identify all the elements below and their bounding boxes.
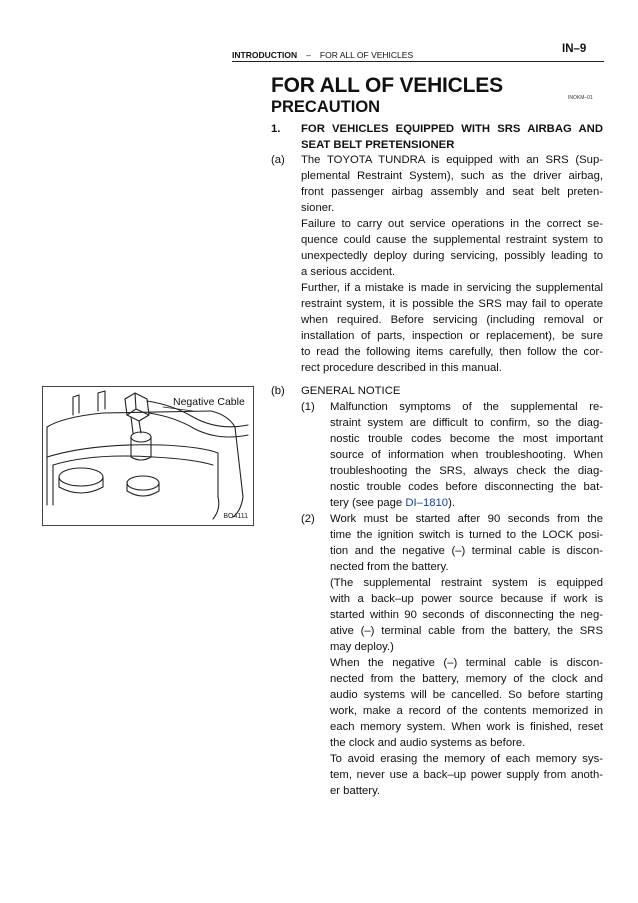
- para-a-line: unexpectedly deploy during servicing, possibly leading to: [301, 250, 603, 262]
- running-header-separator: –: [306, 50, 311, 60]
- sub-1-text: [330, 399, 603, 511]
- para-b-label: (b): [271, 385, 285, 397]
- para-a-line: when required. Before servicing (including removal or: [301, 314, 603, 326]
- sub-1-line: nostic trouble codes before disconnecting the bat-: [330, 481, 603, 493]
- sub-2-line: er battery.: [330, 785, 381, 797]
- sub-1-line: straint system are difficult to confirm, so the diag-: [330, 417, 603, 429]
- sub-1-line: Malfunction symptoms of the supplemental re-: [330, 401, 603, 413]
- para-a-line: front passenger airbag assembly and seat belt preten-: [301, 186, 603, 198]
- sub-2-line: with a back–up power source because if work is: [330, 593, 603, 605]
- sub-1-line: nostic trouble codes become the most important: [330, 433, 603, 445]
- sub-2-text: [330, 511, 603, 799]
- sub-2-line: time the ignition switch is turned to the LOCK posi-: [330, 529, 603, 541]
- para-a-line: quence could cause the supplemental restraint system to: [301, 234, 603, 246]
- para-a-line: installation of parts, inspection or replacement), be sure: [301, 330, 603, 342]
- para-a-line: rect procedure described in this manual.: [301, 362, 502, 374]
- para-a-line: Failure to carry out service operations in the correct se-: [301, 218, 603, 230]
- sub-2-line: To avoid erasing the memory of each memory sys-: [330, 753, 603, 765]
- sub-2-line: each memory system. When work is finished, reset: [330, 721, 603, 733]
- para-a-label: (a): [271, 154, 285, 166]
- item-1-heading-line: SEAT BELT PRETENSIONER: [301, 139, 455, 151]
- item-1-heading: [301, 121, 603, 153]
- battery-terminal-figure: [42, 386, 254, 526]
- sub-1-last-line: [330, 495, 603, 511]
- para-a-line: sioner.: [301, 202, 335, 214]
- sub-2-line: tion and the negative (–) terminal cable is discon-: [330, 545, 603, 557]
- item-1-number: 1.: [271, 123, 281, 135]
- sub-2-line: (The supplemental restraint system is equipped: [330, 577, 603, 589]
- para-a-line: a serious accident.: [301, 266, 396, 278]
- sub-2-line: tem, never use a back–up power supply from anoth-: [330, 769, 603, 781]
- sub-2-label: (2): [301, 513, 315, 525]
- para-a-line: restraint system, it is possible the SRS may fail to operate: [301, 298, 603, 310]
- sub-2-line: started within 90 seconds of disconnecting the neg-: [330, 609, 603, 621]
- sub-1-line: troubleshooting the SRS, always check the diag-: [330, 465, 603, 477]
- para-a-line: plemental Restraint System), such as the driver airbag,: [301, 170, 603, 182]
- item-1-heading-line: FOR VEHICLES EQUIPPED WITH SRS AIRBAG AND: [301, 123, 603, 135]
- page-number: IN–9: [562, 43, 587, 55]
- header-rule: [232, 61, 604, 62]
- running-header-section: INTRODUCTION: [232, 50, 298, 60]
- running-header: [232, 50, 413, 60]
- para-a-line: Further, if a mistake is made in servicing the supplemental: [301, 282, 603, 294]
- running-header-subsection: FOR ALL OF VEHICLES: [319, 50, 414, 60]
- sub-2-line: nected from the battery, memory of the clock and: [330, 673, 603, 685]
- sub-2-line: the clock and audio systems as before.: [330, 737, 526, 749]
- page-title: FOR ALL OF VEHICLES: [271, 74, 503, 97]
- sub-1-line: source of information when troubleshooting. When: [330, 449, 603, 461]
- figure-code: BO4111: [223, 513, 248, 520]
- sub-1-last-prefix: tery (see page: [330, 497, 406, 509]
- sub-1-label: (1): [301, 401, 315, 413]
- page-reference-link[interactable]: DI–1810: [405, 497, 449, 509]
- sub-2-line: may deploy.): [330, 641, 394, 653]
- sub-2-line: When the negative (–) terminal cable is discon-: [330, 657, 603, 669]
- reference-code: INOKM–01: [568, 95, 593, 101]
- sub-2-line: work, make a record of the contents memorized in: [330, 705, 603, 717]
- para-b-heading: GENERAL NOTICE: [301, 385, 401, 397]
- sub-2-line: Work must be started after 90 seconds from the: [330, 513, 603, 525]
- sub-1-last-suffix: ).: [448, 497, 455, 509]
- sub-2-line: audio systems will be cancelled. So before starting: [330, 689, 603, 701]
- para-a-text: [301, 152, 603, 376]
- figure-callout-label: Negative Cable: [173, 396, 245, 408]
- para-a-line: The TOYOTA TUNDRA is equipped with an SRS (Sup-: [301, 154, 603, 166]
- para-a-line: to read the following items carefully, then follow the cor-: [301, 346, 603, 358]
- section-subtitle: PRECAUTION: [271, 98, 381, 116]
- sub-2-line: ative (–) terminal cable from the battery, the SRS: [330, 625, 603, 637]
- sub-2-line: nected from the battery.: [330, 561, 449, 573]
